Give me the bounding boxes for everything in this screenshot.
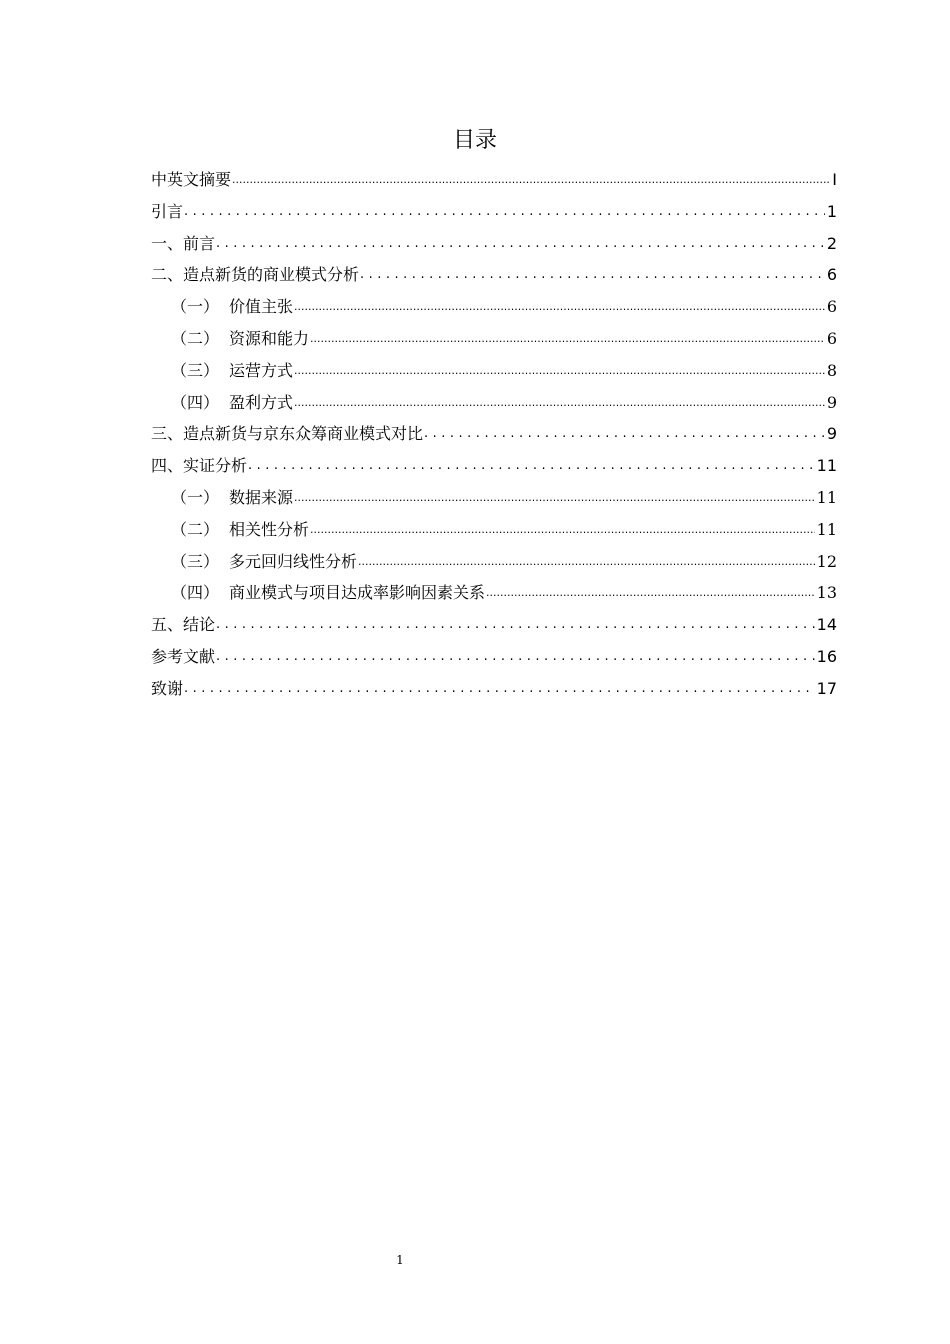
toc-entry[interactable]	[171, 546, 837, 578]
toc-entry-text: 数据来源	[229, 488, 294, 507]
toc-entry-text: 引言	[151, 201, 184, 221]
toc-entry-label	[151, 455, 247, 477]
toc-dot-leader	[294, 392, 825, 414]
toc-dot-leader	[232, 169, 830, 191]
toc-dot-leader	[294, 487, 815, 509]
toc-dot-leader	[294, 360, 825, 382]
toc-entry[interactable]	[171, 514, 837, 546]
toc-entry-label	[171, 360, 293, 382]
toc-entry-page: 6	[826, 297, 837, 317]
toc-entry-number: （二）	[171, 329, 220, 348]
toc-entry-page: 16	[816, 647, 837, 666]
toc-entry-label	[151, 201, 183, 223]
toc-entry[interactable]	[171, 323, 837, 355]
toc-entry-label	[171, 551, 357, 573]
toc-entry[interactable]	[151, 673, 837, 705]
toc-entry-number: （四）	[171, 392, 220, 412]
toc-entry[interactable]	[151, 609, 837, 641]
toc-entry-label	[151, 169, 231, 191]
toc-entry-page: 1	[826, 201, 837, 221]
toc-entry-text: 资源和能力	[229, 329, 310, 348]
page-number: 1	[396, 1253, 404, 1267]
toc-entry-number: （三）	[171, 551, 220, 571]
toc-entry-text: 盈利方式	[229, 392, 294, 412]
toc-entry-text: 运营方式	[229, 360, 294, 380]
toc-entry-page: 9	[826, 424, 837, 444]
toc-entry-text: 价值主张	[229, 297, 294, 317]
toc-entry[interactable]	[171, 482, 837, 514]
toc-entry-text: 相关性分析	[229, 519, 310, 539]
toc-entry[interactable]	[151, 259, 837, 291]
toc-entry-label	[151, 646, 215, 668]
toc-entry-number: （二）	[171, 519, 220, 539]
toc-entry[interactable]	[171, 387, 837, 419]
toc-entry[interactable]	[171, 291, 837, 323]
toc-entry-text: 一、前言	[151, 233, 216, 253]
toc-dot-leader	[360, 264, 825, 286]
toc-entry[interactable]	[151, 641, 837, 673]
toc-dot-leader	[184, 678, 815, 700]
toc-entry[interactable]	[151, 196, 837, 228]
toc-entry-label	[151, 264, 359, 286]
toc-entry-label	[171, 328, 309, 350]
toc-dot-leader	[216, 233, 825, 255]
toc-dot-leader	[216, 614, 815, 636]
toc-entry-page: 13	[816, 583, 837, 603]
toc-entry[interactable]	[171, 577, 837, 609]
toc-entry-page: I	[832, 170, 837, 189]
toc-dot-leader	[310, 328, 825, 350]
toc-entry-page: 2	[826, 233, 837, 253]
toc-entry-label	[171, 392, 293, 414]
toc-dot-leader	[310, 519, 815, 541]
toc-entry-label	[151, 678, 183, 700]
toc-dot-leader	[294, 296, 825, 318]
toc-entry-page: 11	[816, 488, 837, 507]
toc-entry-text: 三、造点新货与京东众筹商业模式对比	[151, 424, 424, 444]
toc-entry-text: 致谢	[151, 678, 184, 698]
toc-entry-page: 6	[826, 329, 837, 348]
toc-entry-page: 8	[826, 360, 837, 380]
toc-entry-number: （四）	[171, 583, 220, 603]
toc-entry-number: （三）	[171, 360, 220, 380]
toc-dot-leader	[248, 455, 815, 477]
toc-entry-text: 五、结论	[151, 615, 216, 635]
toc-entry[interactable]	[151, 164, 837, 196]
toc-entry-text: 二、造点新货的商业模式分析	[151, 265, 360, 285]
toc-entry-text: 四、实证分析	[151, 456, 248, 476]
toc-entry-label	[171, 487, 293, 509]
toc-entry-page: 11	[816, 519, 837, 539]
toc-entry[interactable]	[151, 418, 837, 450]
toc-entry[interactable]	[171, 355, 837, 387]
toc-entry-label	[171, 296, 293, 318]
toc-dot-leader	[358, 551, 815, 573]
toc-dot-leader	[184, 201, 825, 223]
toc-entry-label	[151, 614, 215, 636]
toc-dot-leader	[486, 582, 815, 604]
toc-entry-page: 17	[816, 678, 837, 698]
toc-entry-page: 12	[816, 551, 837, 571]
toc-entry-text: 参考文献	[151, 647, 216, 666]
toc-dot-leader	[424, 423, 825, 445]
toc-entry-number: （一）	[171, 297, 220, 317]
toc-entry-page: 6	[826, 265, 837, 285]
toc-entry-page: 11	[816, 456, 837, 476]
toc-entry-label	[171, 519, 309, 541]
toc-entry-label	[171, 582, 485, 604]
page-title: 目录	[452, 128, 497, 153]
toc-dot-leader	[216, 646, 815, 668]
toc-entry-text: 商业模式与项目达成率影响因素关系	[229, 583, 486, 603]
toc-entry[interactable]	[151, 228, 837, 260]
toc-entry-number: （一）	[171, 488, 220, 507]
toc-entry-label	[151, 233, 215, 255]
toc-entry-text: 多元回归线性分析	[229, 551, 358, 571]
toc-entry[interactable]	[151, 450, 837, 482]
toc-entry-label	[151, 423, 423, 445]
toc-entry-page: 14	[816, 615, 837, 635]
toc-entry-page: 9	[826, 392, 837, 412]
toc-entry-text: 中英文摘要	[151, 170, 232, 189]
